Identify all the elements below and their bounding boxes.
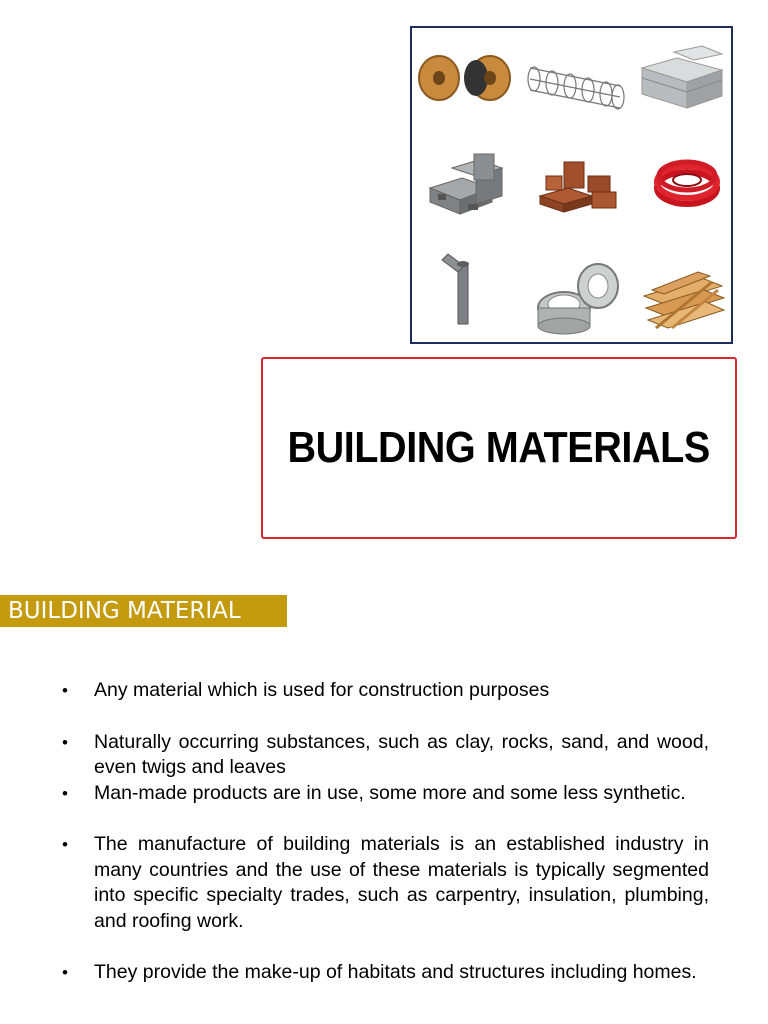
bullet-symbol: •: [62, 835, 68, 854]
bullet-symbol: •: [62, 783, 68, 803]
timber-stack-icon: [644, 272, 724, 328]
bullet-text: Naturally occurring substances, such as clay, rocks, sand, and wood, even twigs and leaves: [94, 730, 709, 778]
pipe-fitting-icon: [442, 254, 469, 324]
concrete-rings-icon: [538, 264, 618, 334]
bullet-symbol: •: [62, 963, 68, 982]
title-box: [261, 357, 737, 539]
bullet-symbol: •: [62, 732, 68, 752]
clay-bricks-icon: [540, 162, 616, 212]
bullet-text: The manufacture of building materials is an established industry in many countries and the use of these materials is typically segmented into specific specialty trades, such as carpentry, insulation, plumbing, and roofing work.: [94, 833, 709, 932]
red-hose-coil-icon: [657, 162, 717, 204]
concrete-blocks-icon: [430, 154, 502, 214]
materials-image-panel: [410, 26, 733, 344]
materials-collage: [412, 28, 731, 342]
bullet-text: Any material which is used for construction purposes: [94, 679, 550, 701]
list-item: [62, 678, 709, 704]
bullet-text: They provide the make-up of habitats and structures including homes.: [94, 961, 697, 983]
list-item: [62, 730, 709, 781]
rebar-cage-icon: [528, 67, 624, 109]
list-item: [62, 832, 709, 934]
page-title: BUILDING MATERIALS: [287, 423, 711, 472]
stone-slabs-icon: [642, 46, 722, 108]
cable-reels-icon: [419, 56, 510, 100]
list-item: [62, 781, 709, 807]
bullet-symbol: •: [62, 681, 68, 700]
list-item: [62, 960, 709, 986]
section-label: BUILDING MATERIAL: [0, 595, 287, 627]
bullet-text: Man-made products are in use, some more and some less synthetic.: [94, 781, 686, 804]
bullet-list: [62, 678, 709, 986]
